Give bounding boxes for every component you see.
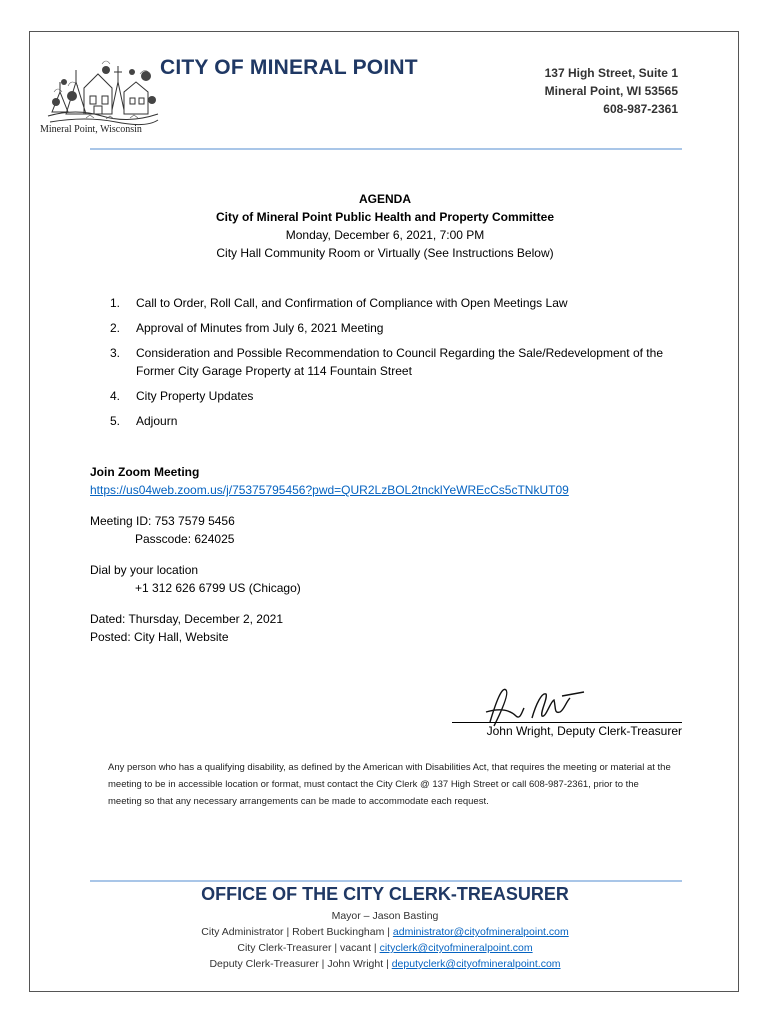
agenda-item-number: 4. — [110, 389, 121, 403]
agenda-item — [110, 294, 680, 312]
agenda-item-text: Call to Order, Roll Call, and Confirmation of Compliance with Open Meetings Law — [136, 296, 568, 310]
spacer — [90, 597, 710, 610]
town-sketch-icon — [46, 52, 160, 128]
deputy-email-link[interactable]: deputyclerk@cityofmineralpoint.com — [391, 958, 561, 970]
zoom-info-block — [90, 463, 710, 646]
agenda-item-text: Approval of Minutes from July 6, 2021 Meeting — [136, 321, 384, 335]
footer-office-title: OFFICE OF THE CITY CLERK-TREASURER — [201, 884, 569, 904]
meeting-id: Meeting ID: 753 7579 5456 — [90, 514, 235, 528]
clerk-label: City Clerk-Treasurer | vacant | — [237, 942, 380, 954]
passcode: Passcode: 624025 — [135, 532, 235, 546]
header-divider — [90, 148, 682, 150]
city-name-title: CITY OF MINERAL POINT — [160, 56, 418, 79]
meeting-datetime: Monday, December 6, 2021, 7:00 PM — [285, 228, 485, 242]
administrator-label: City Administrator | Robert Buckingham | — [201, 926, 393, 938]
spacer — [90, 548, 710, 561]
signer-name: John Wright, Deputy Clerk-Treasurer — [486, 724, 682, 738]
clerk-email-link[interactable]: cityclerk@cityofmineralpoint.com — [379, 942, 533, 954]
agenda-item-text: City Property Updates — [136, 389, 254, 403]
meeting-location: City Hall Community Room or Virtually (See Instructions Below) — [216, 246, 554, 260]
committee-name: City of Mineral Point Public Health and Property Committee — [215, 210, 555, 224]
agenda-item-number: 5. — [110, 414, 121, 428]
dial-label: Dial by your location — [90, 563, 199, 577]
agenda-item-text: Consideration and Possible Recommendation to Council Regarding the Sale/Redevelopment of the Former City Garage Property at 114 Fountain Street — [136, 346, 663, 378]
zoom-meeting-link[interactable]: https://us04web.zoom.us/j/75375795456?pwd=QUR2LzBOL2tncklYeWREcCs5cTNkUT09 — [90, 483, 569, 497]
deputy-line — [30, 956, 740, 972]
administrator-line — [30, 924, 740, 940]
clerk-line — [30, 940, 740, 956]
dial-number: +1 312 626 6799 US (Chicago) — [135, 581, 301, 595]
ada-notice: Any person who has a qualifying disability, as defined by the American with Disabilities Act, that requires the meeting or material at the meeting to be in accessible location or format, must contact the City Clerk @ 137 High Street or call 608-987-2361, prior to the meeting so that any necessary arrangements can be made to accommodate each request. — [108, 762, 671, 807]
address-line-2: Mineral Point, WI 53565 — [544, 84, 678, 98]
zoom-heading: Join Zoom Meeting — [90, 465, 200, 479]
agenda-item-number: 1. — [110, 296, 121, 310]
posted-line: Posted: City Hall, Website — [90, 630, 229, 644]
administrator-email-link[interactable]: administrator@cityofmineralpoint.com — [392, 926, 569, 938]
logo-caption: Mineral Point, Wisconsin — [40, 124, 142, 135]
spacer — [90, 499, 710, 512]
agenda-item-number: 3. — [110, 346, 121, 360]
address-line-1: 137 High Street, Suite 1 — [544, 66, 678, 80]
agenda-item — [110, 319, 680, 337]
deputy-label: Deputy Clerk-Treasurer | John Wright | — [209, 958, 392, 970]
phone-number: 608-987-2361 — [603, 102, 678, 116]
agenda-items-list — [110, 294, 680, 437]
signature-line — [452, 722, 682, 723]
agenda-item-number: 2. — [110, 321, 121, 335]
document-page — [29, 31, 739, 992]
signature-block — [452, 682, 682, 742]
mayor-line: Mayor – Jason Basting — [331, 910, 439, 922]
footer-divider — [90, 880, 682, 882]
agenda-item-text: Adjourn — [136, 414, 178, 428]
agenda-heading-block — [30, 190, 740, 262]
agenda-item — [110, 344, 680, 380]
address-block — [545, 64, 678, 118]
agenda-item — [110, 387, 680, 405]
footer-contacts — [30, 908, 740, 972]
agenda-item — [110, 412, 680, 430]
agenda-heading: AGENDA — [358, 192, 411, 206]
dated-line: Dated: Thursday, December 2, 2021 — [90, 612, 283, 626]
city-logo-illustration — [46, 52, 160, 132]
